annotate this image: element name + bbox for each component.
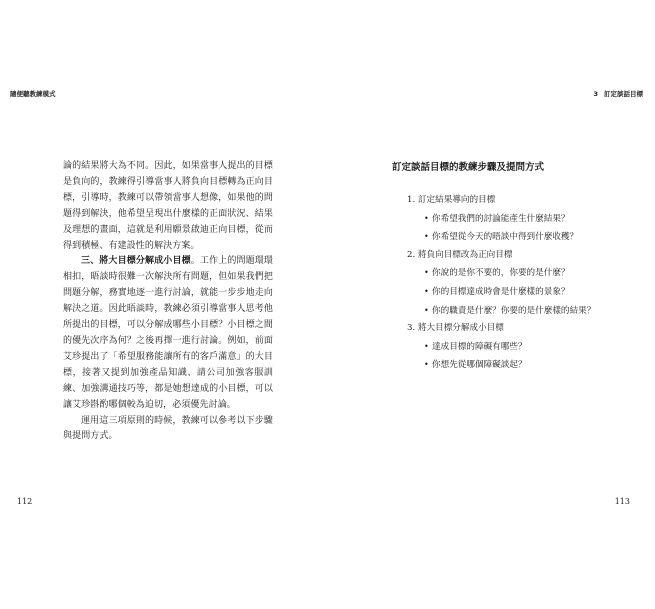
body-paragraph-1: [63, 159, 273, 254]
left-page: [0, 0, 327, 609]
step-label: 3. 將大目標分解成小目標: [407, 323, 504, 334]
left-body-text: [63, 159, 273, 445]
question-item: [424, 339, 637, 355]
bullet-icon: •: [424, 305, 429, 315]
question-item: [424, 265, 637, 281]
body-paragraph-2: [63, 254, 273, 413]
paragraph-lead-bold: 三、將大目標分解成小目標: [81, 256, 191, 267]
step-item: [407, 193, 637, 246]
question-list: [407, 265, 637, 319]
question-item: [424, 357, 637, 373]
question-item: [424, 211, 637, 227]
question-text: 你說的是你不要的，你要的是什麼？: [432, 268, 570, 279]
chapter-title: 訂定談話目標: [604, 90, 643, 98]
paragraph-text: 運用這三項原則的時候，教練可以參考以下步驟與提問方式。: [63, 415, 273, 442]
bullet-icon: •: [424, 232, 429, 242]
chapter-number: 3: [593, 90, 598, 98]
step-item: [407, 321, 637, 374]
bullet-icon: •: [424, 360, 429, 370]
running-head-right: [593, 89, 643, 98]
steps-list: [407, 193, 637, 376]
question-text: 你的目標達成時會是什麼樣的景象？: [432, 286, 570, 297]
running-head-left: 隨便聽教練模式: [10, 90, 56, 98]
right-page: [328, 0, 655, 609]
question-text: 達成目標的障礙有哪些？: [432, 341, 527, 352]
question-text: 你希望從今天的晤談中得到什麼收穫？: [432, 232, 579, 243]
paragraph-text: 論的結果將大為不同。因此，如果當事人提出的目標是負向的，教練得引導當事人將負向目標轉為正向目標，引導時，教練可以帶領當事人想像，如果他的問題得到解決，他希望呈現出什麼樣的正面狀況、結果及理想的畫面，這就是利用願景啟迪正向目標，從而得到積極、有建設性的解決方案。: [63, 161, 273, 251]
question-item: [424, 229, 637, 245]
bullet-icon: •: [424, 213, 429, 223]
section-title: 訂定談話目標的教練步驟及提問方式: [392, 162, 545, 173]
bullet-icon: •: [424, 268, 429, 278]
page-number-right: 113: [614, 497, 630, 506]
step-label: 2. 將負向目標改為正向目標: [407, 249, 513, 260]
question-text: 你希望我們的討論能產生什麼結果？: [432, 213, 570, 224]
question-text: 你想先從哪個障礙談起？: [432, 360, 527, 371]
body-paragraph-3: [63, 414, 273, 446]
step-label: 1. 訂定結果導向的目標: [407, 195, 496, 205]
question-list: [407, 211, 637, 246]
question-item: [424, 284, 637, 300]
bullet-icon: •: [424, 341, 429, 351]
question-list: [407, 339, 637, 374]
question-item: [424, 303, 637, 319]
bullet-icon: •: [424, 286, 429, 296]
question-text: 你的職責是什麼？你要的是什麼樣的結果？: [432, 305, 596, 316]
step-item: [407, 248, 637, 319]
page-number-left: 112: [17, 497, 33, 506]
paragraph-text: 。工作上的問題環環相扣，晤談時很難一次解決所有問題，但如果我們把問題分解，務實地逐一進行討論，就能一步步地走向解決之道。因此晤談時，教練必須引導當事人思考他所提出的目標，可以分解成哪些小目標？小目標之間的優先次序為何？之後再擇一進行討論。例如，前面艾珍提出了「希望服務能讓所有的客戶滿意」的大目標，接著又提到加強產品知識、請公司加強客服訓練、加強溝通技巧等，都是她想達成的小目標，可以讓艾珍斟酌哪個較為迫切，必須優先討論。: [63, 256, 274, 410]
